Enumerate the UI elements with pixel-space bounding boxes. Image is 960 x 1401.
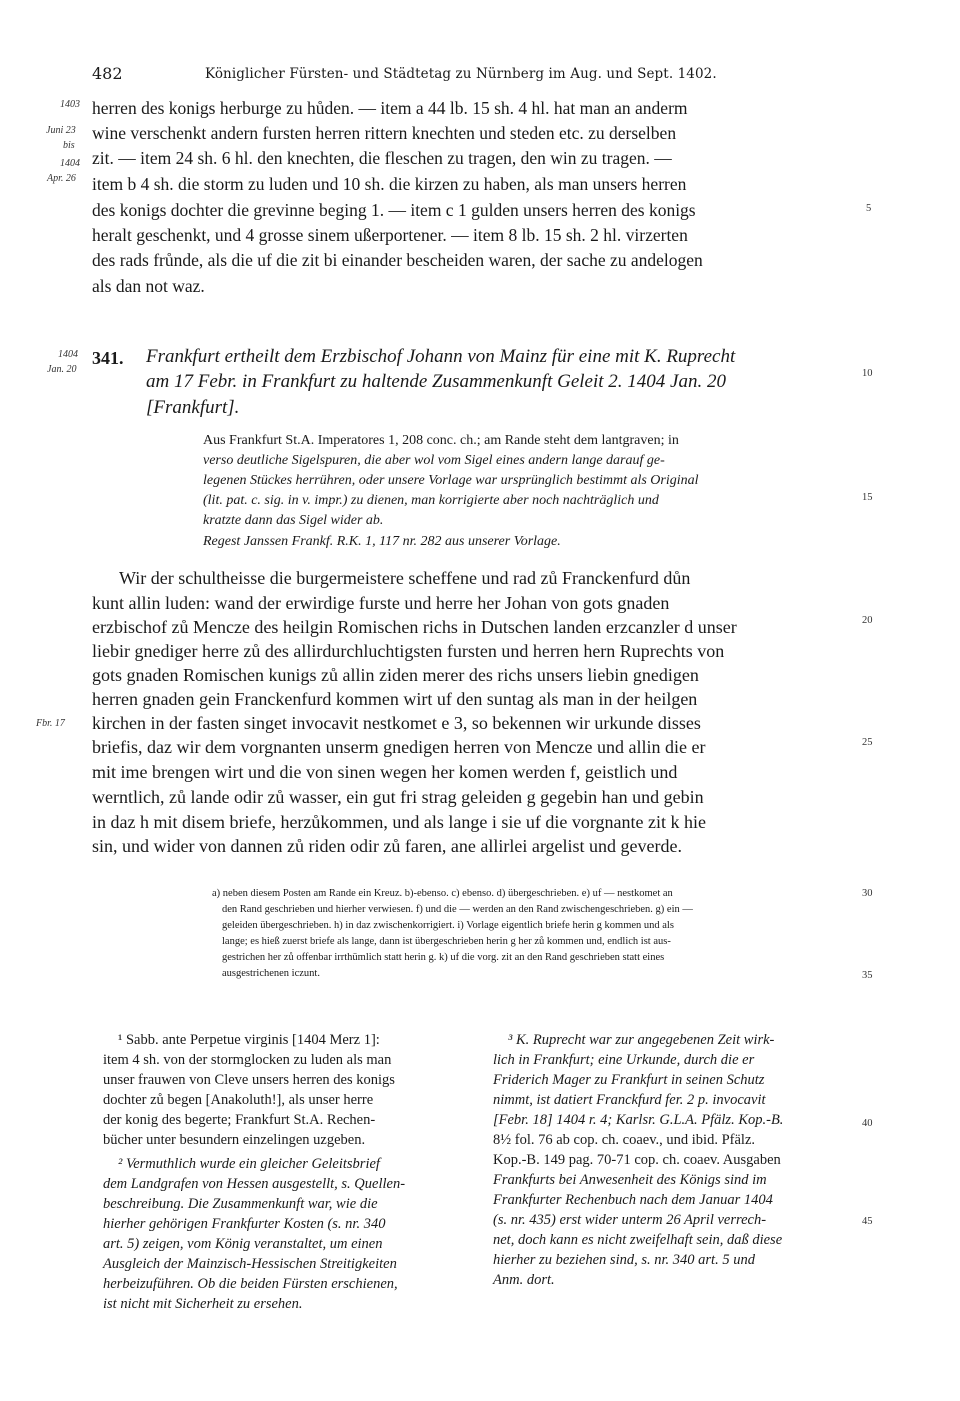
footnote-line: art. 5) zeigen, vom König veranstaltet, um einen [103, 1236, 383, 1252]
text-line: heralt geschenkt, und 4 grosse sinem ußerportener. — item 8 lb. 15 sh. 2 hl. virzerten [92, 225, 688, 245]
text-line: gots gnaden Romischen kunigs zů allin ziden merer des richs unsers liebin gnedigen [92, 665, 699, 685]
regest-line: am 17 Febr. in Frankfurt zu haltende Zusammenkunft Geleit 2. 1404 Jan. 20 [146, 371, 726, 392]
text-line: zit. — item 24 sh. 6 hl. den knechten, die fleschen zu tragen, den win zu tragen. — [92, 148, 672, 168]
footnote-line: lich in Frankfurt; eine Urkunde, durch die er [493, 1052, 755, 1068]
text-line: in daz h mit disem briefe, herzůkommen, und als lange i sie uf die vorgnante zit k hie [92, 812, 706, 832]
source-line: verso deutliche Sigelspuren, die aber wol vom Sigel eines andern lange darauf ge- [203, 453, 665, 468]
footnote-line: Ausgleich der Mainzisch-Hessischen Streitigkeiten [103, 1256, 397, 1272]
line-number: 15 [862, 492, 873, 503]
footnote-line: Anm. dort. [493, 1272, 555, 1288]
footnote-line: ² Vermuthlich wurde ein gleicher Geleitsbrief [118, 1156, 380, 1172]
text-line: erzbischof zů Mencze des heilgin Romischen richs in Dutschen landen erzcanzler d unser [92, 617, 737, 637]
margin-date: Apr. 26 [47, 173, 76, 184]
footnote-line: ist nicht mit Sicherheit zu ersehen. [103, 1296, 303, 1312]
footnote-line: dem Landgrafen von Hessen ausgestellt, s. Quellen- [103, 1176, 406, 1192]
line-number: 10 [862, 368, 873, 379]
text-line: werntlich, zů lande odir zů wasser, ein gut fri strag geleiden g gegebin han und gebin [92, 787, 704, 807]
margin-date: Juni 23 [46, 125, 76, 136]
footnote-line: hierher zu beziehen sind, s. nr. 340 art. 5 und [493, 1252, 755, 1268]
footnote-line: ³ K. Ruprecht war zur angegebenen Zeit wirk- [508, 1032, 775, 1048]
footnote-line: dochter zů begen [Anakoluth!], als unser herre [103, 1092, 374, 1108]
text-line: Wir der schultheisse die burgermeistere scheffene und rad zů Franckenfurd důn [119, 568, 691, 588]
text-line: des rads frůnde, als die uf die zit bi einander bescheiden waren, der sache zu andelogen [92, 250, 703, 270]
main-margin-date: Fbr. 17 [36, 718, 65, 729]
note-line: ausgestrichenen iczunt. [222, 968, 320, 979]
note-line: den Rand geschrieben und hierher verwiesen. f) und die — werden an den Rand zwischengeschrieben. g) ein — [222, 904, 693, 915]
running-title: Königlicher Fürsten- und Städtetag zu Nürnberg im Aug. und Sept. 1402. [205, 66, 717, 82]
margin-date: 1403 [60, 99, 80, 110]
text-line: item b 4 sh. die storm zu luden und 10 sh. die kirzen zu haben, als man unsers herren [92, 174, 687, 194]
regest-line: [Frankfurt]. [146, 397, 240, 418]
footnote-line: ¹ Sabb. ante Perpetue virginis [1404 Merz 1]: [118, 1032, 380, 1048]
text-line: mit ime brengen wirt und die von sinen wegen her komen werden f, geistlich und [92, 762, 678, 782]
footnote-line: net, doch kann es nicht zweifelhaft sein, daß diese [493, 1232, 783, 1248]
line-number: 45 [862, 1216, 873, 1227]
text-line: als dan not waz. [92, 276, 205, 296]
text-line: herren gnaden gein Franckenfurd kommen wirt uf den suntag als man in der heilgen [92, 689, 698, 709]
text-line: kirchen in der fasten singet invocavit nestkomet e 3, so bekennen wir urkunde disses [92, 713, 701, 733]
footnote-line: Friderich Mager zu Frankfurt in seinen Schutz [493, 1072, 765, 1088]
text-line: sin, und wider von dannen zů riden odir zů faren, ane allirlei argelist und geverde. [92, 836, 682, 856]
text-line: des konigs dochter die grevinne beging 1. — item c 1 gulden unsers herren des konigs [92, 200, 696, 220]
regest-margin-date: Jan. 20 [47, 364, 77, 375]
text-line: liebir gnediger herre zů des allirdurchluchtigsten fursten und herren hern Ruprechts von [92, 641, 725, 661]
footnote-line: Frankfurts bei Anwesenheit des Königs sind im [493, 1172, 767, 1188]
line-number: 30 [862, 888, 873, 899]
text-line: herren des konigs herburge zu hůden. — item a 44 lb. 15 sh. 4 hl. hat man an anderm [92, 98, 688, 118]
margin-date: 1404 [60, 158, 80, 169]
footnote-line: Frankfurter Rechenbuch nach dem Januar 1404 [493, 1192, 773, 1208]
footnote-line: herbeizuführen. Ob die beiden Fürsten erschienen, [103, 1276, 398, 1292]
text-line: briefis, daz wir dem vorgnanten unserm gnedigen herren von Mencze und allin die er [92, 737, 706, 757]
text-line: kunt allin luden: wand der erwirdige furste und herre her Johan von gots gnaden [92, 593, 670, 613]
source-line: (lit. pat. c. sig. in v. impr.) zu dienen, man korrigierte aber noch nachträglich und [203, 493, 659, 508]
footnote-line: (s. nr. 435) erst wider unterm 26 April verrech- [493, 1212, 767, 1228]
footnote-line: bücher unter besundern einzelingen uzgeben. [103, 1132, 366, 1148]
footnote-line: nimmt, ist datiert Franckfurd fer. 2 p. invocavit [493, 1092, 766, 1108]
document-number: 341. [92, 348, 124, 368]
source-line: Regest Janssen Frankf. R.K. 1, 117 nr. 282 aus unserer Vorlage. [203, 534, 561, 549]
page-number: 482 [92, 64, 123, 83]
text-line: wine verschenkt andern fursten herren rittern knechten und steden etc. zu derselben [92, 123, 677, 143]
footnote-line: [Febr. 18] 1404 r. 4; Karlsr. G.L.A. Pfälz. Kop.-B. [493, 1112, 784, 1128]
footnote-line: item 4 sh. von der stormglocken zu luden als man [103, 1052, 392, 1068]
line-number: 40 [862, 1118, 873, 1129]
footnote-line: beschreibung. Die Zusammenkunft war, wie die [103, 1196, 378, 1212]
note-line: geleiden übergeschrieben. h) in daz zwischenkorrigiert. i) Vorlage eigentlich briefe herin g kommen und als [222, 920, 674, 931]
line-number: 25 [862, 737, 873, 748]
line-number: 20 [862, 615, 873, 626]
source-line: Aus Frankfurt St.A. Imperatores 1, 208 conc. ch.; am Rande steht dem lantgraven; in [203, 433, 679, 448]
footnote-line: 8½ fol. 76 ab cop. ch. coaev., und ibid. Pfälz. [493, 1132, 756, 1148]
note-line: gestrichen her zů offenbar irrthümlich statt herin g. k) uf die vorg. zit an den Rand geschrieben statt eines [222, 952, 665, 963]
note-line: a) neben diesem Posten am Rande ein Kreuz. b)-ebenso. c) ebenso. d) übergeschrieben. e) uf — nestkomet an [212, 888, 673, 899]
margin-date: bis [63, 140, 75, 151]
regest-margin-date: 1404 [58, 349, 78, 360]
footnote-line: Kop.-B. 149 pag. 70-71 cop. ch. coaev. Ausgaben [493, 1152, 781, 1168]
footnote-line: hierher gehörigen Frankfurter Kosten (s. nr. 340 [103, 1216, 386, 1232]
line-number: 35 [862, 970, 873, 981]
footnote-line: der konig des begerte; Frankfurt St.A. Rechen- [103, 1112, 376, 1128]
regest-line: Frankfurt ertheilt dem Erzbischof Johann von Mainz für eine mit K. Ruprecht [146, 346, 736, 367]
note-line: lange; es hieß zuerst briefe als lange, dann ist übergeschrieben herin g her zů kommen und, endlich ist aus- [222, 936, 671, 947]
source-line: legenen Stückes herrühren, oder unsere Vorlage war ursprünglich bestimmt als Original [203, 473, 699, 488]
footnote-line: unser frauwen von Cleve unsers herren des konigs [103, 1072, 395, 1088]
source-line: kratzte dann das Sigel wider ab. [203, 513, 384, 528]
line-number: 5 [866, 203, 872, 214]
